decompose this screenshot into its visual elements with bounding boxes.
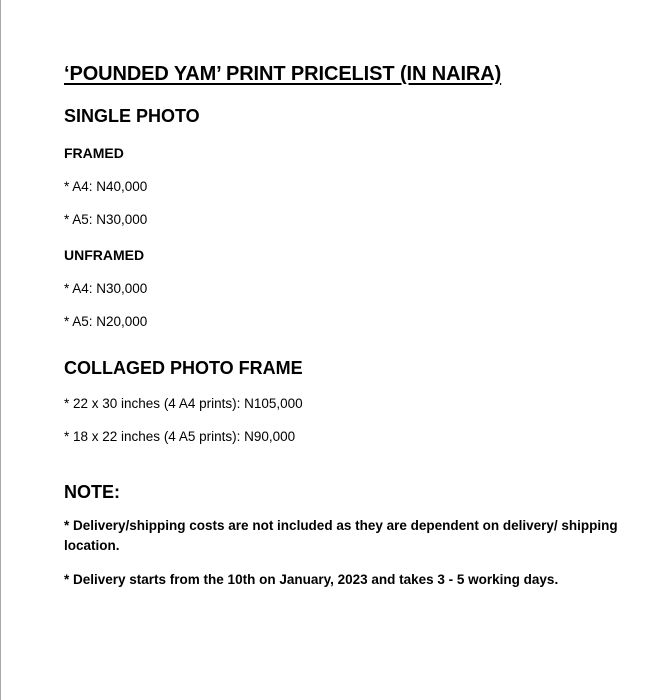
note-heading: NOTE: — [64, 482, 120, 502]
unframed-a5-price: * A5: N20,000 — [64, 314, 148, 329]
unframed-heading: UNFRAMED — [64, 247, 145, 263]
pricelist-title: ‘POUNDED YAM’ PRINT PRICELIST (IN NAIRA) — [64, 63, 502, 85]
note-shipping-costs: * Delivery/shipping costs are not included as they are dependent on delivery/ shipping location. — [64, 518, 618, 553]
collaged-22x30-price: * 22 x 30 inches (4 A4 prints): N105,000 — [64, 396, 303, 411]
framed-heading: FRAMED — [64, 145, 124, 161]
collaged-heading: COLLAGED PHOTO FRAME — [64, 358, 303, 378]
framed-a5-price: * A5: N30,000 — [64, 212, 148, 227]
page-left-edge — [0, 0, 1, 700]
framed-a4-price: * A4: N40,000 — [64, 179, 148, 194]
unframed-a4-price: * A4: N30,000 — [64, 281, 148, 296]
note-delivery-start: * Delivery starts from the 10th on January, 2023 and takes 3 - 5 working days. — [64, 572, 559, 587]
single-photo-heading: SINGLE PHOTO — [64, 106, 200, 126]
pricelist-page — [64, 0, 644, 700]
collaged-18x22-price: * 18 x 22 inches (4 A5 prints): N90,000 — [64, 429, 296, 444]
